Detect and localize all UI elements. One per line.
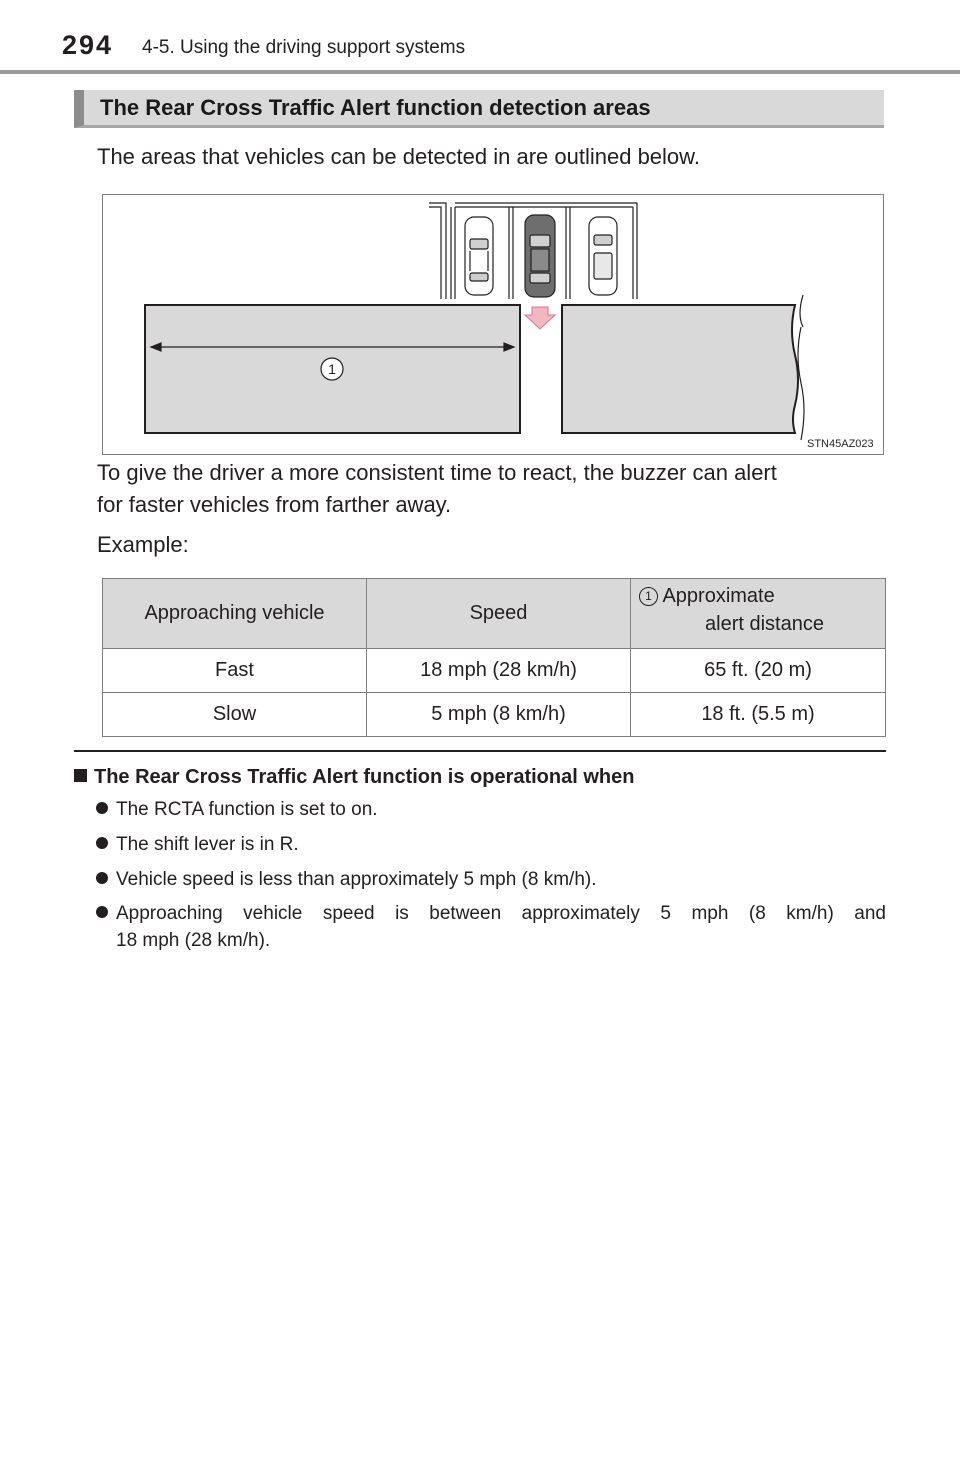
bullet-dot-icon — [96, 802, 108, 814]
list-item: Vehicle speed is less than approximately 5 mph (8 km/h). — [96, 864, 886, 895]
intro-paragraph: The areas that vehicles can be detected in are outlined below. — [97, 144, 700, 169]
header-speed: Speed — [367, 579, 631, 649]
section-title: The Rear Cross Traffic Alert function detection areas — [100, 95, 651, 120]
reversing-car-icon — [525, 215, 555, 297]
section-divider — [74, 750, 886, 752]
operational-heading: The Rear Cross Traffic Alert function is operational when — [74, 766, 634, 789]
figure-code: STN45AZ023 — [807, 438, 874, 450]
table-header-row — [103, 579, 886, 649]
parked-car-left-icon — [465, 217, 493, 295]
bullet-dot-icon — [96, 906, 108, 918]
table-row — [103, 693, 886, 737]
right-detection-zone — [562, 305, 798, 433]
cell-speed: 5 mph (8 km/h) — [367, 693, 631, 737]
table-row — [103, 649, 886, 693]
header-rule — [0, 70, 960, 74]
section-heading — [74, 90, 884, 128]
callout-1-icon: 1 — [639, 587, 658, 606]
parked-car-right-icon — [589, 217, 617, 295]
cell-vehicle: Fast — [103, 649, 367, 693]
page-number: 294 — [62, 30, 114, 60]
cell-distance: 18 ft. (5.5 m) — [631, 693, 886, 737]
detection-area-diagram — [103, 195, 885, 456]
header-approaching-vehicle: Approaching vehicle — [103, 579, 367, 649]
list-item: The shift lever is in R. — [96, 829, 886, 860]
alert-distance-table — [102, 578, 886, 737]
callout-1-icon — [321, 358, 343, 380]
list-item: The RCTA function is set to on. — [96, 794, 886, 825]
detection-area-figure — [102, 194, 884, 455]
header-approx-alert-distance: 1 Approximate alert distance — [631, 579, 886, 649]
timing-paragraph-line1: To give the driver a more consistent time to react, the buzzer can alert — [97, 460, 777, 485]
example-label: Example: — [97, 532, 189, 557]
callout-1-label: 1 — [328, 361, 336, 377]
bullet-dot-icon — [96, 837, 108, 849]
square-bullet-icon — [74, 769, 87, 782]
cell-speed: 18 mph (28 km/h) — [367, 649, 631, 693]
reverse-direction-arrow-icon — [525, 307, 555, 329]
timing-paragraph-line2: for faster vehicles from farther away. — [97, 492, 452, 517]
cell-distance: 65 ft. (20 m) — [631, 649, 886, 693]
list-item: Approaching vehicle speed is between approximately 5 mph (8 km/h) and — [96, 898, 886, 929]
bullet-dot-icon — [96, 872, 108, 884]
chapter-title: 4-5. Using the driving support systems — [142, 37, 466, 58]
cell-vehicle: Slow — [103, 693, 367, 737]
